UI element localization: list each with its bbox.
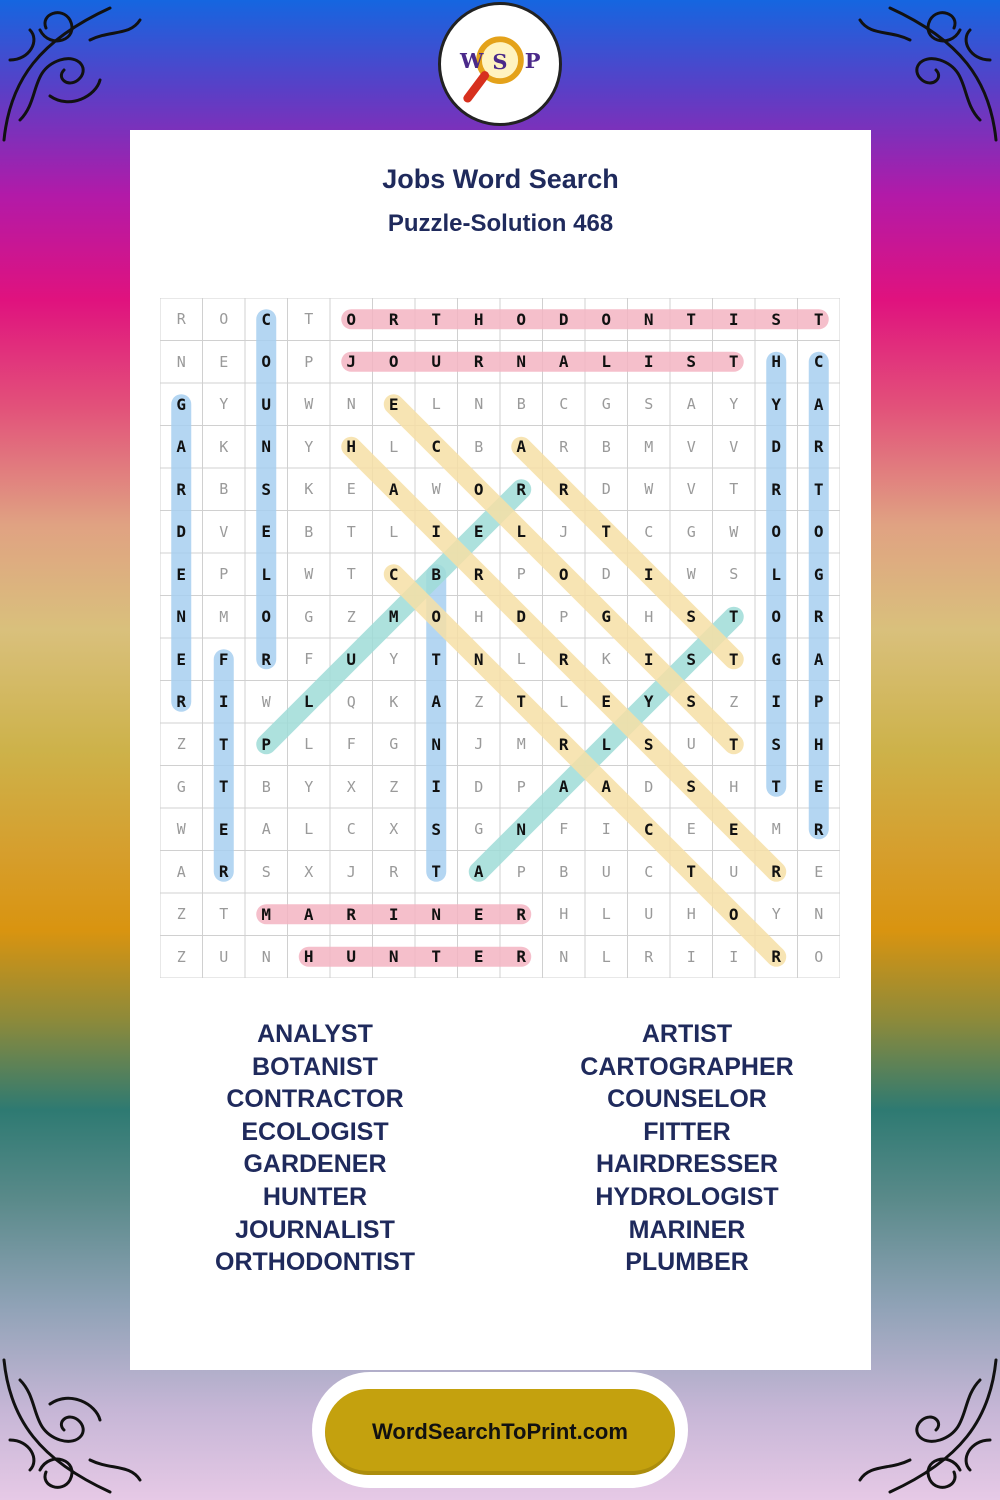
- grid-cell: A: [558, 352, 569, 372]
- grid-cell: G: [474, 820, 484, 839]
- grid-cell: C: [261, 309, 272, 329]
- grid-cell: B: [304, 522, 314, 541]
- grid-cell: D: [601, 480, 611, 499]
- grid-cell: D: [644, 777, 654, 796]
- grid-cell: S: [431, 819, 442, 839]
- grid-cell: O: [431, 607, 442, 627]
- grid-cell: T: [304, 310, 314, 329]
- grid-cell: E: [601, 692, 612, 712]
- grid-cell: Y: [771, 394, 782, 414]
- page-subtitle: Puzzle-Solution 468: [387, 210, 614, 237]
- grid-cell: Z: [729, 692, 739, 711]
- grid-cell: L: [601, 352, 612, 372]
- grid-cell: R: [813, 607, 824, 627]
- grid-cell: A: [516, 437, 527, 457]
- grid-cell: O: [771, 522, 782, 542]
- grid-cell: P: [516, 862, 526, 881]
- grid-cell: U: [431, 352, 442, 372]
- grid-cell: A: [473, 862, 484, 882]
- grid-cell: G: [771, 649, 782, 669]
- grid-cell: C: [388, 564, 399, 584]
- grid-cell: C: [431, 437, 442, 457]
- grid-cell: I: [601, 820, 611, 839]
- grid-cell: A: [431, 692, 442, 712]
- grid-cell: F: [559, 820, 569, 839]
- grid-cell: E: [176, 649, 187, 669]
- word-list-item: GARDENER: [243, 1150, 387, 1179]
- grid-cell: U: [686, 735, 696, 754]
- word-list-item: JOURNALIST: [235, 1215, 395, 1244]
- grid-cell: E: [473, 904, 484, 924]
- grid-cell: T: [728, 734, 739, 754]
- grid-cell: I: [218, 692, 229, 712]
- grid-cell: E: [261, 522, 272, 542]
- grid-cell: L: [771, 564, 782, 584]
- grid-cell: R: [813, 819, 824, 839]
- grid-cell: T: [431, 862, 442, 882]
- grid-cell: Y: [729, 395, 739, 414]
- grid-cell: I: [643, 649, 654, 669]
- word-list-right: [502, 1018, 872, 1279]
- grid-cell: L: [516, 650, 526, 669]
- grid-cell: H: [559, 905, 569, 924]
- grid-cell: E: [814, 862, 824, 881]
- grid-cell: E: [346, 480, 356, 499]
- grid-cell: S: [686, 692, 697, 712]
- grid-cell: U: [261, 394, 272, 414]
- grid-cell: B: [601, 437, 611, 456]
- grid-cell: T: [601, 522, 612, 542]
- grid-cell: F: [346, 735, 356, 754]
- grid-cell: T: [728, 352, 739, 372]
- grid-cell: K: [389, 692, 399, 711]
- grid-cell: M: [771, 820, 781, 839]
- grid-cell: G: [304, 607, 314, 626]
- grid-cell: G: [176, 777, 186, 796]
- grid-cell: L: [601, 734, 612, 754]
- grid-cell: W: [729, 522, 739, 541]
- grid-cell: O: [771, 607, 782, 627]
- grid-cell: I: [643, 564, 654, 584]
- grid-cell: N: [261, 947, 271, 966]
- grid-cell: K: [219, 437, 229, 456]
- grid-cell: R: [771, 479, 782, 499]
- grid-cell: I: [728, 309, 739, 329]
- word-list-item: FITTER: [643, 1117, 731, 1146]
- grid-cell: T: [771, 777, 782, 797]
- grid-cell: G: [389, 735, 399, 754]
- grid-cell: R: [473, 564, 484, 584]
- grid-cell: C: [813, 352, 824, 372]
- grid-cell: N: [176, 352, 186, 371]
- grid-cell: O: [558, 564, 569, 584]
- grid-cell: T: [516, 692, 527, 712]
- grid-cell: D: [474, 777, 484, 796]
- grid-cell: Y: [771, 905, 781, 924]
- grid-cell: H: [473, 309, 484, 329]
- grid-cell: W: [304, 395, 314, 414]
- grid-cell: O: [728, 904, 739, 924]
- grid-cell: J: [474, 735, 484, 754]
- grid-cell: E: [219, 352, 229, 371]
- grid-cell: Y: [304, 437, 314, 456]
- grid-cell: O: [261, 607, 272, 627]
- grid-cell: X: [346, 777, 356, 796]
- grid-cell: S: [729, 565, 739, 584]
- grid-cell: O: [388, 352, 399, 372]
- grid-cell: R: [176, 310, 186, 329]
- grid-cell: B: [219, 480, 229, 499]
- grid-cell: W: [686, 565, 696, 584]
- grid-cell: Z: [389, 777, 399, 796]
- grid-cell: W: [644, 480, 654, 499]
- grid-cell: H: [813, 734, 824, 754]
- word-list-item: MARINER: [628, 1215, 746, 1244]
- word-list-left: [130, 1018, 500, 1279]
- grid-cell: C: [643, 819, 654, 839]
- grid-cell: U: [346, 947, 357, 967]
- grid-cell: K: [304, 480, 314, 499]
- grid-cell: L: [601, 905, 611, 924]
- grid-cell: N: [516, 819, 527, 839]
- grid-cell: Z: [176, 947, 186, 966]
- grid-cell: G: [176, 394, 187, 414]
- grid-cell: A: [813, 394, 824, 414]
- grid-cell: J: [559, 522, 569, 541]
- grid-cell: E: [813, 777, 824, 797]
- grid-cell: Z: [474, 692, 484, 711]
- grid-cell: B: [261, 777, 271, 796]
- word-list-item: ANALYST: [257, 1020, 373, 1048]
- grid-cell: T: [813, 479, 824, 499]
- grid-cell: Z: [176, 735, 186, 754]
- grid-cell: H: [686, 905, 696, 924]
- corner-flourish-bottom-left: [0, 1350, 150, 1500]
- grid-cell: A: [261, 820, 271, 839]
- grid-cell: P: [516, 777, 526, 796]
- grid-cell: A: [388, 479, 399, 499]
- grid-cell: O: [516, 309, 527, 329]
- grid-cell: F: [304, 650, 314, 669]
- grid-cell: H: [771, 352, 782, 372]
- grid-cell: X: [304, 862, 314, 881]
- word-list-item: CONTRACTOR: [226, 1085, 404, 1114]
- grid-cell: T: [728, 649, 739, 669]
- grid-cell: V: [686, 437, 696, 456]
- grid-cell: T: [346, 522, 356, 541]
- grid-cell: S: [261, 479, 272, 499]
- grid-cell: V: [729, 437, 739, 456]
- corner-flourish-bottom-right: [850, 1350, 1000, 1500]
- grid-cell: B: [559, 862, 569, 881]
- grid-cell: E: [728, 819, 739, 839]
- grid-cell: M: [644, 437, 654, 456]
- grid-cell: H: [729, 777, 739, 796]
- grid-cell: T: [218, 777, 229, 797]
- logo-letter-s: S: [492, 48, 508, 74]
- grid-cell: Q: [346, 692, 356, 711]
- word-list-item: HAIRDRESSER: [596, 1150, 778, 1179]
- puzzle-sheet: [130, 130, 871, 1370]
- grid-cell: L: [559, 692, 569, 711]
- grid-cell: R: [771, 862, 782, 882]
- grid-cell: R: [516, 479, 527, 499]
- logo-letter-p: P: [524, 47, 541, 73]
- grid-cell: D: [601, 565, 611, 584]
- grid-cell: M: [388, 607, 399, 627]
- word-list-item: HYDROLOGIST: [595, 1182, 779, 1211]
- website-link-button[interactable]: WordSearchToPrint.com: [325, 1389, 675, 1475]
- grid-cell: T: [729, 480, 739, 499]
- grid-cell: R: [176, 692, 187, 712]
- word-list-item: COUNSELOR: [607, 1085, 767, 1114]
- grid-cell: W: [304, 565, 314, 584]
- grid-cell: T: [686, 309, 697, 329]
- grid-cell: C: [644, 522, 654, 541]
- grid-cell: R: [388, 309, 399, 329]
- grid-cell: L: [304, 820, 314, 839]
- grid-cell: I: [771, 692, 782, 712]
- grid-cell: L: [516, 522, 527, 542]
- grid-cell: P: [813, 692, 824, 712]
- grid-cell: O: [346, 309, 357, 329]
- grid-cell: T: [686, 862, 697, 882]
- grid-cell: G: [686, 522, 696, 541]
- grid-cell: O: [261, 352, 272, 372]
- grid-cell: U: [644, 905, 654, 924]
- grid-cell: G: [601, 395, 611, 414]
- grid-cell: D: [516, 607, 527, 627]
- grid-cell: V: [686, 480, 696, 499]
- grid-cell: O: [473, 479, 484, 499]
- grid-cell: I: [431, 777, 442, 797]
- grid-cell: P: [516, 565, 526, 584]
- grid-cell: R: [346, 904, 357, 924]
- grid-cell: R: [813, 437, 824, 457]
- grid-cell: U: [346, 649, 357, 669]
- grid-cell: V: [219, 522, 229, 541]
- grid-cell: C: [346, 820, 356, 839]
- grid-cell: E: [218, 819, 229, 839]
- wsp-logo: [438, 2, 562, 126]
- logo-letter-w: W: [460, 47, 484, 73]
- grid-cell: N: [431, 904, 442, 924]
- word-list-item: CARTOGRAPHER: [580, 1052, 794, 1081]
- grid-cell: A: [176, 862, 186, 881]
- grid-cell: K: [601, 650, 611, 669]
- grid-cell: N: [431, 734, 442, 754]
- grid-cell: R: [771, 947, 782, 967]
- grid-cell: N: [474, 395, 484, 414]
- grid-cell: O: [813, 522, 824, 542]
- grid-cell: R: [516, 947, 527, 967]
- grid-cell: B: [516, 395, 526, 414]
- word-list-item: ORTHODONTIST: [215, 1248, 415, 1277]
- grid-cell: A: [601, 777, 612, 797]
- grid-cell: G: [601, 607, 612, 627]
- grid-cell: Y: [389, 650, 399, 669]
- grid-cell: S: [686, 607, 697, 627]
- grid-cell: T: [218, 734, 229, 754]
- grid-cell: S: [644, 395, 654, 414]
- grid-cell: W: [261, 692, 271, 711]
- grid-cell: R: [218, 862, 229, 882]
- grid-cell: R: [558, 479, 569, 499]
- grid-cell: T: [728, 607, 739, 627]
- grid-cell: N: [176, 607, 187, 627]
- grid-cell: P: [219, 565, 229, 584]
- word-list-item: BOTANIST: [252, 1052, 378, 1081]
- word-list-item: HUNTER: [262, 1182, 368, 1211]
- grid-cell: G: [813, 564, 824, 584]
- grid-cell: M: [261, 904, 272, 924]
- grid-cell: N: [559, 947, 569, 966]
- grid-cell: H: [474, 607, 484, 626]
- grid-cell: L: [389, 522, 399, 541]
- grid-cell: S: [261, 862, 271, 881]
- grid-cell: R: [558, 649, 569, 669]
- grid-cell: N: [388, 947, 399, 967]
- grid-cell: C: [559, 395, 569, 414]
- grid-cell: H: [644, 607, 654, 626]
- word-list-item: ECOLOGIST: [241, 1117, 389, 1146]
- grid-cell: M: [219, 607, 229, 626]
- grid-cell: T: [813, 309, 824, 329]
- grid-cell: J: [346, 862, 356, 881]
- grid-cell: U: [601, 862, 611, 881]
- page-title: Jobs Word Search: [382, 164, 619, 194]
- grid-cell: Z: [346, 607, 356, 626]
- grid-cell: M: [516, 735, 526, 754]
- grid-cell: L: [601, 947, 611, 966]
- grid-cell: P: [304, 352, 314, 371]
- grid-cell: P: [261, 734, 272, 754]
- grid-cell: A: [813, 649, 824, 669]
- grid-cell: I: [729, 947, 739, 966]
- grid-cell: U: [219, 947, 229, 966]
- grid-cell: R: [261, 649, 272, 669]
- grid-cell: S: [686, 649, 697, 669]
- grid-cell: D: [771, 437, 782, 457]
- grid-cell: A: [686, 395, 696, 414]
- grid-cell: U: [729, 862, 739, 881]
- grid-cell: L: [389, 437, 399, 456]
- grid-cell: E: [473, 947, 484, 967]
- grid-cell: H: [346, 437, 357, 457]
- grid-cell: Y: [304, 777, 314, 796]
- grid-cell: E: [686, 820, 696, 839]
- letter-grid-area: [160, 298, 840, 978]
- grid-cell: L: [431, 395, 441, 414]
- grid-cell: R: [389, 862, 399, 881]
- grid-cell: O: [601, 309, 612, 329]
- magnifier-handle-icon: [468, 75, 485, 98]
- grid-cell: Y: [219, 395, 229, 414]
- grid-cell: B: [431, 564, 442, 584]
- grid-cell: R: [559, 437, 569, 456]
- grid-cell: L: [303, 692, 314, 712]
- grid-cell: I: [686, 947, 696, 966]
- grid-cell: Z: [176, 905, 186, 924]
- grid-cell: O: [814, 947, 824, 966]
- grid-cell: T: [219, 905, 229, 924]
- grid-cell: S: [686, 777, 697, 797]
- grid-cell: S: [643, 734, 654, 754]
- grid-cell: N: [516, 352, 527, 372]
- grid-cell: A: [558, 777, 569, 797]
- grid-cell: A: [303, 904, 314, 924]
- grid-cell: D: [558, 309, 569, 329]
- grid-cell: P: [559, 607, 569, 626]
- grid-cell: T: [346, 565, 356, 584]
- grid-cell: R: [473, 352, 484, 372]
- grid-cell: E: [176, 564, 187, 584]
- grid-cell: T: [431, 309, 442, 329]
- grid-cell: N: [473, 649, 484, 669]
- grid-cell: W: [176, 820, 186, 839]
- grid-cell: C: [644, 862, 654, 881]
- grid-cell: B: [474, 437, 484, 456]
- grid-cell: S: [686, 352, 697, 372]
- grid-cell: L: [304, 735, 314, 754]
- grid-cell: R: [558, 734, 569, 754]
- grid-cell: S: [771, 734, 782, 754]
- grid-cell: T: [431, 649, 442, 669]
- grid-cell: D: [176, 522, 187, 542]
- corner-flourish-top-left: [0, 0, 150, 150]
- grid-cell: A: [176, 437, 187, 457]
- grid-cell: L: [261, 564, 272, 584]
- grid-cell: J: [346, 352, 357, 372]
- corner-flourish-top-right: [850, 0, 1000, 150]
- grid-cell: H: [303, 947, 314, 967]
- grid-cell: W: [431, 480, 441, 499]
- grid-cell: Y: [643, 692, 654, 712]
- grid-cell: I: [643, 352, 654, 372]
- grid-cell: N: [346, 395, 356, 414]
- letter-grid: [160, 298, 840, 978]
- grid-cell: X: [389, 820, 399, 839]
- grid-cell: E: [388, 394, 399, 414]
- grid-cell: O: [219, 310, 229, 329]
- grid-cell: S: [771, 309, 782, 329]
- grid-cell: F: [218, 649, 229, 669]
- grid-cell: R: [644, 947, 654, 966]
- grid-cell: E: [473, 522, 484, 542]
- grid-cell: R: [516, 904, 527, 924]
- grid-cell: R: [176, 479, 187, 499]
- word-list-item: PLUMBER: [625, 1248, 749, 1277]
- word-list-item: ARTIST: [641, 1020, 733, 1048]
- grid-cell: N: [261, 437, 272, 457]
- grid-cell: T: [431, 947, 442, 967]
- grid-cell: N: [814, 905, 824, 924]
- grid-cell: I: [388, 904, 399, 924]
- grid-cell: N: [643, 309, 654, 329]
- grid-cell: I: [431, 522, 442, 542]
